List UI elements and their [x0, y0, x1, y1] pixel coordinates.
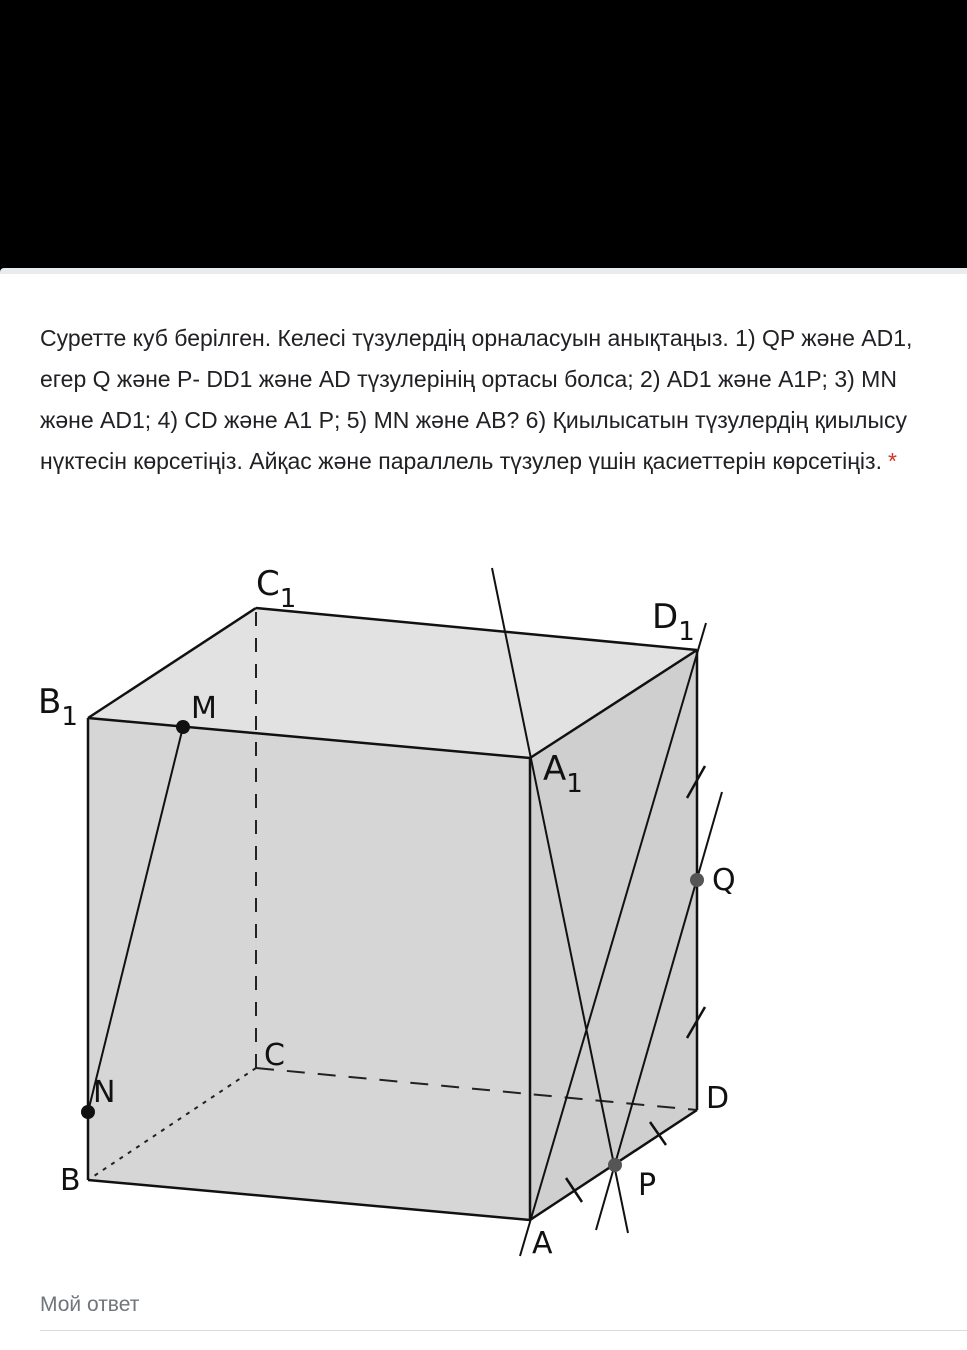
point-m	[176, 720, 190, 734]
point-q	[690, 873, 704, 887]
question-text	[40, 318, 955, 482]
label-a1: $A_1$	[543, 749, 583, 799]
label-b: B	[60, 1163, 81, 1198]
cube-figure	[0, 545, 967, 1265]
cube-front-face	[88, 718, 530, 1220]
answer-underline	[40, 1330, 967, 1331]
top-black-band	[0, 0, 967, 268]
label-d: D	[706, 1081, 730, 1116]
required-mark: *	[887, 448, 897, 474]
label-c1: $C_1$	[256, 564, 297, 614]
label-p: P	[638, 1168, 657, 1203]
label-n: N	[93, 1075, 116, 1110]
answer-input[interactable]: Мой ответ	[40, 1293, 140, 1316]
question-body: Суретте куб берілген. Келесі түзулердің орналасуын анықтаңыз. 1) QP және AD1, егер Q және P- DD1 және AD түзулерінің ортасы болса; 2) AD1 және A1P; 3) MN және AD1; 4) CD және A1 P; 5) MN және AB? 6) Қиылысатын түзулердің қиылысу нүктесін көрсетіңіз. Айқас және параллель түзулер үшін қасиеттерін көрсетіңіз.	[40, 325, 913, 474]
label-d1: $D_1$	[652, 597, 695, 647]
label-m: M	[191, 691, 217, 726]
label-q: Q	[712, 863, 736, 898]
label-c: C	[264, 1038, 285, 1073]
label-a: A	[532, 1226, 553, 1261]
point-p	[608, 1158, 622, 1172]
label-b1: $B_1$	[38, 682, 78, 732]
